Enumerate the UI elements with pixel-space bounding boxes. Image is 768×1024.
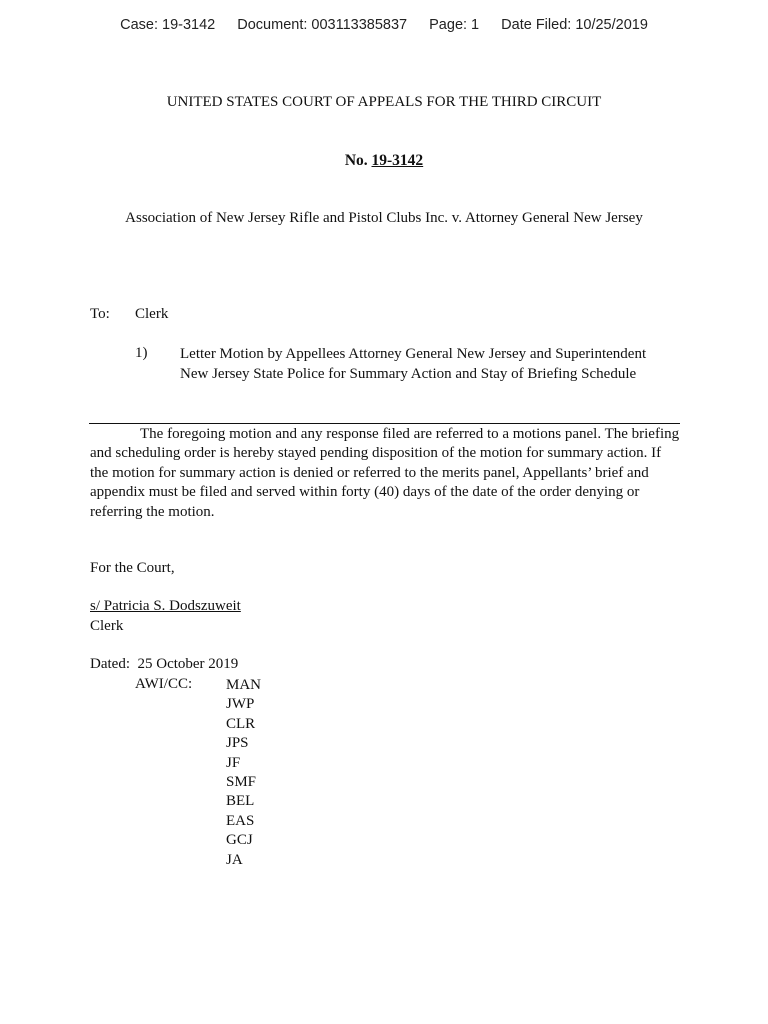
distribution-recipient: CLR <box>226 715 256 732</box>
case-number <box>0 152 768 170</box>
case-number-prefix: No. <box>344 152 368 169</box>
distribution-recipient: SMF <box>226 774 257 791</box>
addressee-label: To: <box>90 306 110 322</box>
distribution-recipient: EAS <box>226 812 255 829</box>
stamp-page: Page: 1 <box>429 17 480 33</box>
court-name: UNITED STATES COURT OF APPEALS FOR THE THIRD CIRCUIT <box>166 94 602 110</box>
stamp-document: Document: 003113385837 <box>237 17 408 33</box>
clerk-title: Clerk <box>90 618 124 634</box>
distribution-label: AWI/CC: <box>135 676 193 692</box>
filing-stamp-header <box>0 17 768 33</box>
distribution-recipient: BEL <box>226 793 255 810</box>
motion-item-number: 1) <box>135 345 148 361</box>
distribution-recipient: JA <box>226 851 243 868</box>
distribution-recipient: JF <box>226 754 241 771</box>
motion-item-text: Letter Motion by Appellees Attorney General New Jersey and Superintendent New Jersey State Police for Summary Action and Stay of Briefing Schedule <box>180 346 647 382</box>
dated-line <box>90 656 238 673</box>
distribution-list <box>226 676 261 870</box>
distribution-recipient: MAN <box>226 677 262 693</box>
distribution-recipient: GCJ <box>226 832 253 849</box>
for-the-court: For the Court, <box>90 560 175 576</box>
dated-label: Dated: <box>90 656 130 672</box>
order-text: The foregoing motion and any response filed are referred to a motions panel. The briefing and scheduling order is hereby stayed pending disposition of the motion for summary action. If the motion for summary action is denied or referred to the merits panel, Appellants’ brief and appendix must be filed and served within forty (40) days of the date of the order denying or referring the motion. <box>90 426 680 520</box>
stamp-date-filed: Date Filed: 10/25/2019 <box>501 17 648 33</box>
stamp-case: Case: 19-3142 <box>120 17 216 33</box>
dated-value: 25 October 2019 <box>137 656 239 672</box>
case-number-value: 19-3142 <box>371 152 424 169</box>
divider-rule <box>89 423 680 424</box>
case-caption: Association of New Jersey Rifle and Pistol Clubs Inc. v. Attorney General New Jersey <box>125 210 643 226</box>
distribution-recipient: JPS <box>226 735 249 752</box>
addressee-value: Clerk <box>135 306 169 322</box>
clerk-signature: s/ Patricia S. Dodszuweit <box>90 598 241 614</box>
distribution-recipient: JWP <box>226 696 255 713</box>
